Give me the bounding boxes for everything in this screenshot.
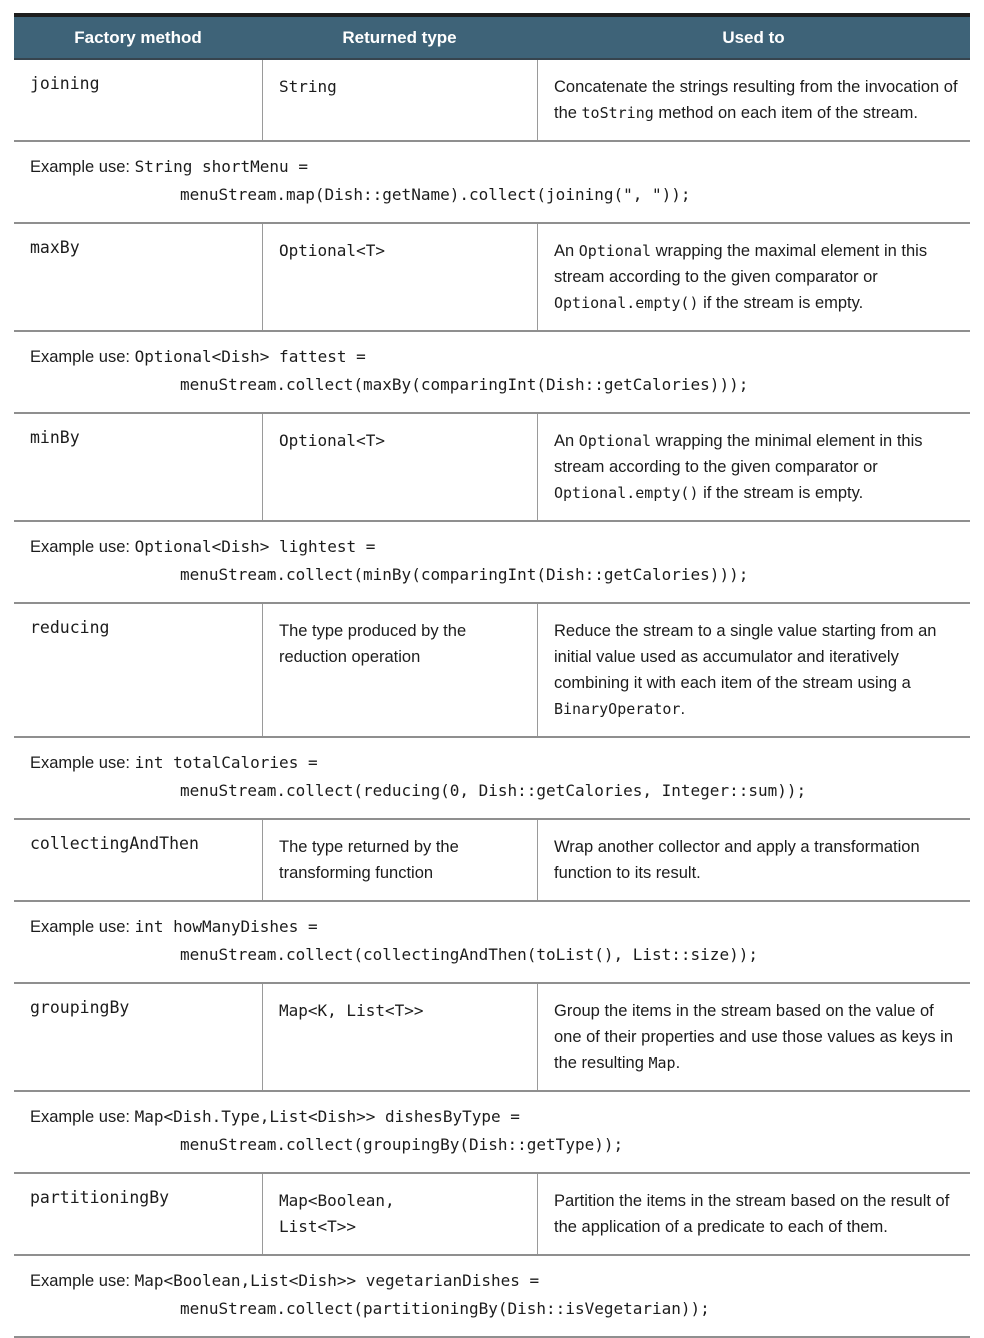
example-use-label: Example use: [30,754,135,772]
example-line-1 [14,749,970,777]
description-text: Group the items in the stream based on the value of one of their properties and use those values as keys in the resulting [554,1002,953,1072]
description-text: . [680,700,686,718]
used-to-cell [537,604,970,736]
row-group-collectingAndThen [14,820,970,984]
description-text: Concatenate the strings resulting from the invocation of the [554,78,958,122]
inline-code-term: toString [581,104,654,122]
used-to-cell [537,1174,970,1254]
description-text: Partition the items in the stream based on the result of the application of a predicate to each of them. [554,1192,950,1236]
returned-type-line: List<T>> [279,1217,357,1236]
table-row [14,820,970,902]
example-code-first: Map<Dish.Type,List<Dish>> dishesByType = [134,1107,520,1126]
returned-type-cell [262,414,537,520]
description-text: Wrap another collector and apply a transformation function to its result. [554,838,920,882]
used-to-cell [537,60,970,140]
table-row [14,414,970,522]
example-code-second: menuStream.collect(minBy(comparingInt(Dish::getCalories))); [180,565,749,584]
example-row [14,522,970,604]
example-code-first: Optional<Dish> lightest = [134,537,376,556]
example-row [14,1256,970,1338]
description-text: if the stream is empty. [698,484,864,502]
method-name-cell: reducing [30,618,110,637]
example-row [14,332,970,414]
example-line-1 [14,913,970,941]
table-body [14,60,970,1338]
example-use-label: Example use: [30,538,135,556]
example-code-first: int howManyDishes = [134,917,318,936]
example-line-1 [14,153,970,181]
example-use-label: Example use: [30,1272,135,1290]
inline-code-term: BinaryOperator [554,700,681,718]
row-group-groupingBy [14,984,970,1174]
returned-type-line: Optional<T> [279,241,385,260]
returned-type-line: Map<Boolean, [279,1191,395,1210]
description-text: Reduce the stream to a single value starting from an initial value used as accumulator and iteratively combining it with each item of the stream using a [554,622,937,692]
returned-type-cell [262,60,537,140]
returned-type-cell [262,820,537,900]
column-header-factory-method: Factory method [74,28,202,47]
used-to-cell [537,224,970,330]
description-text: An [554,242,579,260]
row-group-joining [14,60,970,224]
method-name-cell: minBy [30,428,80,447]
used-to-cell [537,984,970,1090]
used-to-cell [537,414,970,520]
example-code-second: menuStream.collect(partitioningBy(Dish::isVegetarian)); [180,1299,710,1318]
example-line-1 [14,533,970,561]
row-group-maxBy [14,224,970,414]
description-text: . [675,1054,681,1072]
table-header-row [14,13,970,60]
example-row [14,142,970,224]
example-code-first: String shortMenu = [134,157,308,176]
example-code-first: int totalCalories = [134,753,318,772]
row-group-partitioningBy [14,1174,970,1338]
returned-type-cell [262,604,537,736]
method-name-cell: partitioningBy [30,1188,170,1207]
example-code-second: menuStream.collect(maxBy(comparingInt(Dish::getCalories))); [180,375,749,394]
inline-code-term: Optional.empty() [554,484,699,502]
table-row [14,984,970,1092]
returned-type-line: The type produced by the reduction operation [279,622,467,666]
example-code-second: menuStream.collect(groupingBy(Dish::getType)); [180,1135,624,1154]
row-group-minBy [14,414,970,604]
inline-code-term: Optional [578,242,652,260]
column-header-used-to: Used to [722,28,785,47]
row-group-reducing [14,604,970,820]
example-row [14,738,970,820]
example-code-second: menuStream.collect(reducing(0, Dish::getCalories, Integer::sum)); [180,781,807,800]
example-use-label: Example use: [30,158,135,176]
example-use-label: Example use: [30,1108,135,1126]
description-text: wrapping the minimal element in this stream according to the given comparator or [554,432,923,476]
inline-code-term: Map [648,1054,676,1072]
returned-type-line: Map<K, List<T>> [279,1001,424,1020]
example-code-second: menuStream.map(Dish::getName).collect(joining(", ")); [180,185,691,204]
table-row [14,224,970,332]
table-row [14,604,970,738]
collectors-factory-methods-table [14,13,970,1338]
method-name-cell: collectingAndThen [30,834,199,853]
returned-type-line: The type returned by the transforming function [279,838,459,882]
method-name-cell: groupingBy [30,998,130,1017]
inline-code-term: Optional [578,432,652,450]
example-code-first: Optional<Dish> fattest = [134,347,366,366]
returned-type-cell [262,224,537,330]
example-line-1 [14,343,970,371]
example-row [14,1092,970,1174]
example-code-second: menuStream.collect(collectingAndThen(toList(), List::size)); [180,945,758,964]
example-line-1 [14,1103,970,1131]
example-line-1 [14,1267,970,1295]
example-code-first: Map<Boolean,List<Dish>> vegetarianDishes = [134,1271,540,1290]
returned-type-cell [262,1174,537,1254]
table-row [14,60,970,142]
example-use-label: Example use: [30,348,135,366]
column-header-returned-type: Returned type [342,28,457,47]
returned-type-line: Optional<T> [279,431,385,450]
example-use-label: Example use: [30,918,135,936]
used-to-cell [537,820,970,900]
method-name-cell: joining [30,74,100,93]
table-row [14,1174,970,1256]
method-name-cell: maxBy [30,238,80,257]
returned-type-cell [262,984,537,1090]
description-text: if the stream is empty. [698,294,864,312]
description-text: method on each item of the stream. [653,104,918,122]
example-row [14,902,970,984]
inline-code-term: Optional.empty() [554,294,699,312]
returned-type-line: String [279,77,337,96]
description-text: wrapping the maximal element in this stream according to the given comparator or [554,242,928,286]
description-text: An [554,432,579,450]
